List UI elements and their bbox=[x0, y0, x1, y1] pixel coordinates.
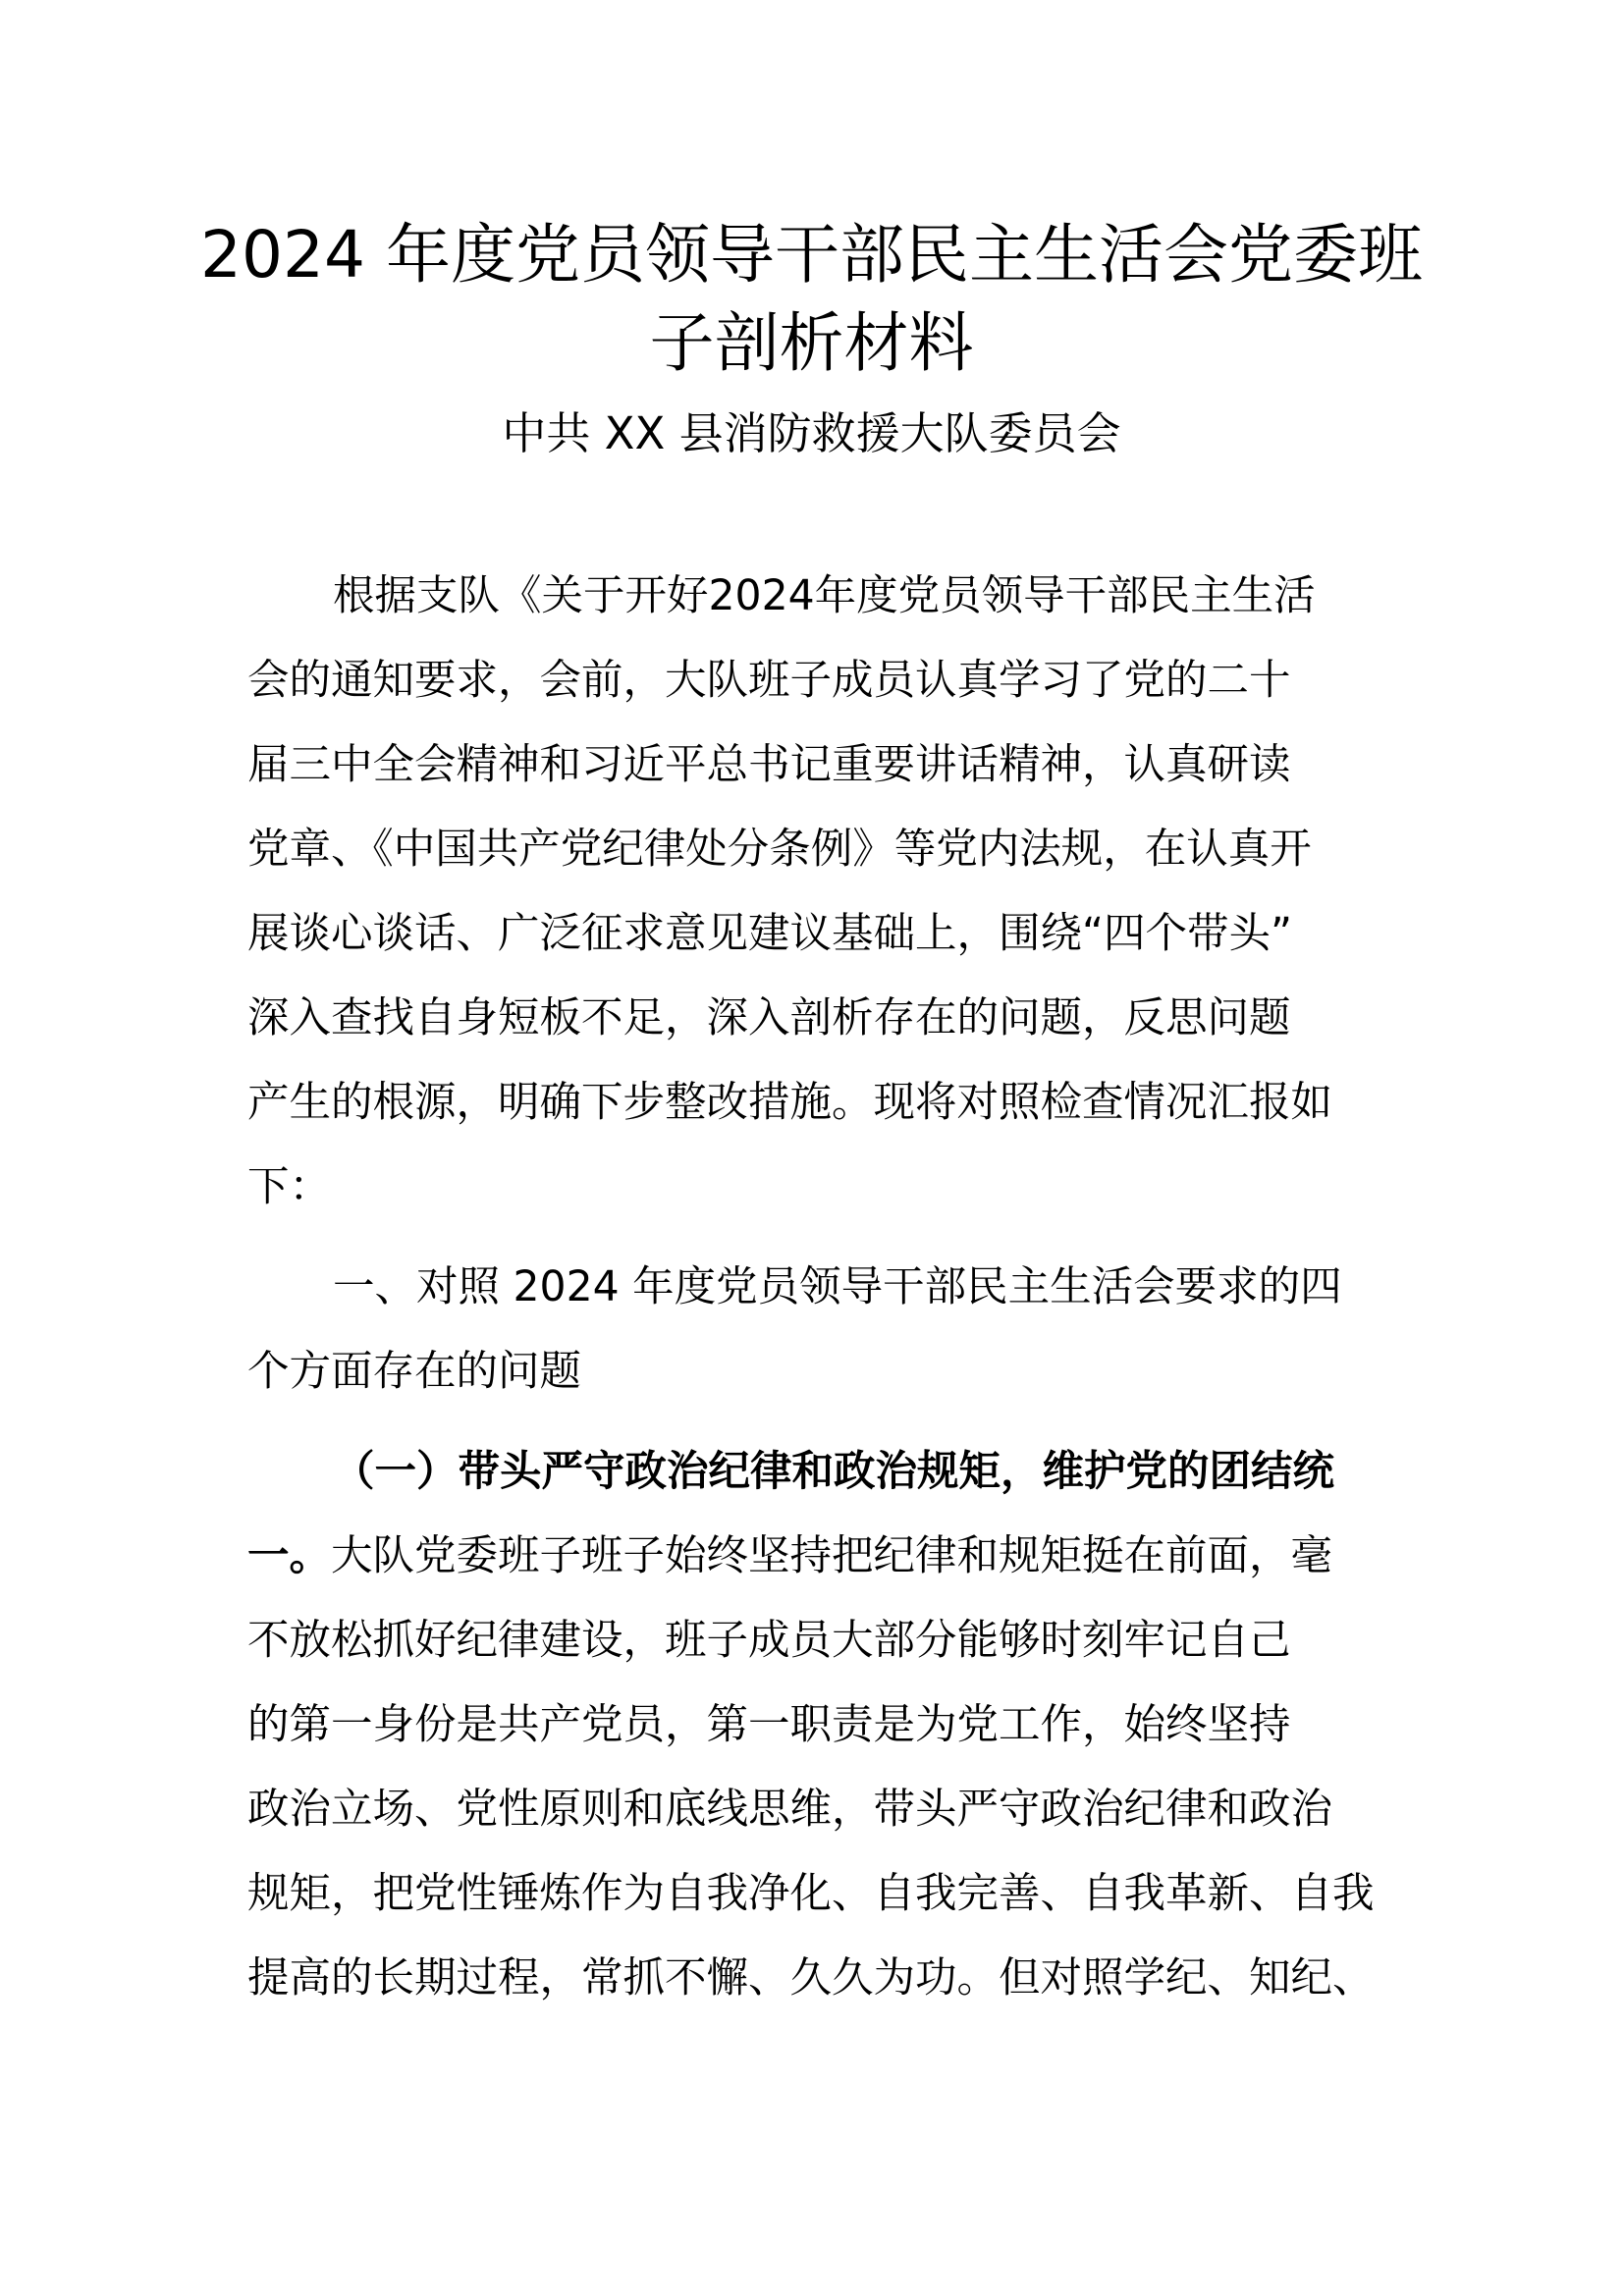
text-line: 政治立场、党性原则和底线思维，带头严守政治纪律和政治 bbox=[247, 1786, 1333, 1834]
text-line: 深入查找自身短板不足，深入剖析存在的问题，反思问题 bbox=[247, 994, 1291, 1042]
document-title-line-1: 2024 年度党员领导干部民主生活会党委班 bbox=[200, 217, 1423, 293]
text-line: 党章、《中国共产党纪律处分条例》等党内法规，在认真开 bbox=[247, 826, 1312, 874]
text-line: 的第一身份是共产党员，第一职责是为党工作，始终坚持 bbox=[247, 1701, 1291, 1749]
text-line: 提高的长期过程，常抓不懈、久久为功。但对照学纪、知纪、 bbox=[247, 1954, 1375, 2002]
text-line: 展谈心谈话、广泛征求意见建议基础上，围绕“四个带头” bbox=[247, 910, 1293, 958]
text-line: 一、对照 2024 年度党员领导干部民主生活会要求的四 bbox=[333, 1263, 1342, 1311]
intro-paragraph bbox=[247, 555, 1386, 1230]
text-line: 不放松抓好纪律建设，班子成员大部分能够时刻牢记自己 bbox=[247, 1617, 1291, 1665]
subsection-1-paragraph bbox=[247, 1430, 1386, 2021]
text-line: 产生的根源，明确下步整改措施。现将对照检查情况汇报如 bbox=[247, 1079, 1333, 1127]
text-line: 根据支队《关于开好2024年度党员领导干部民主生活 bbox=[333, 572, 1316, 620]
section-1-heading bbox=[247, 1246, 1386, 1415]
text-line: 届三中全会精神和习近平总书记重要讲话精神，认真研读 bbox=[247, 741, 1291, 789]
subsection-heading-tail: 一。 bbox=[247, 1532, 332, 1580]
text-line: 下： bbox=[247, 1163, 332, 1211]
text-line: 个方面存在的问题 bbox=[247, 1348, 582, 1396]
document-body bbox=[247, 555, 1386, 2021]
text-line: 规矩，把党性锤炼作为自我净化、自我完善、自我革新、自我 bbox=[247, 1870, 1375, 1918]
text-line bbox=[247, 1515, 1386, 1599]
text-line-rest: 大队党委班子班子始终坚持把纪律和规矩挺在前面，毫 bbox=[331, 1532, 1333, 1580]
document-title-line-2: 子剖析材料 bbox=[649, 305, 974, 381]
subsection-heading: （一）带头严守政治纪律和政治规矩，维护党的团结统 bbox=[333, 1448, 1335, 1496]
text-line: 会的通知要求，会前，大队班子成员认真学习了党的二十 bbox=[247, 657, 1291, 705]
document-subtitle: 中共 XX 县消防救援大队委员会 bbox=[502, 407, 1121, 459]
